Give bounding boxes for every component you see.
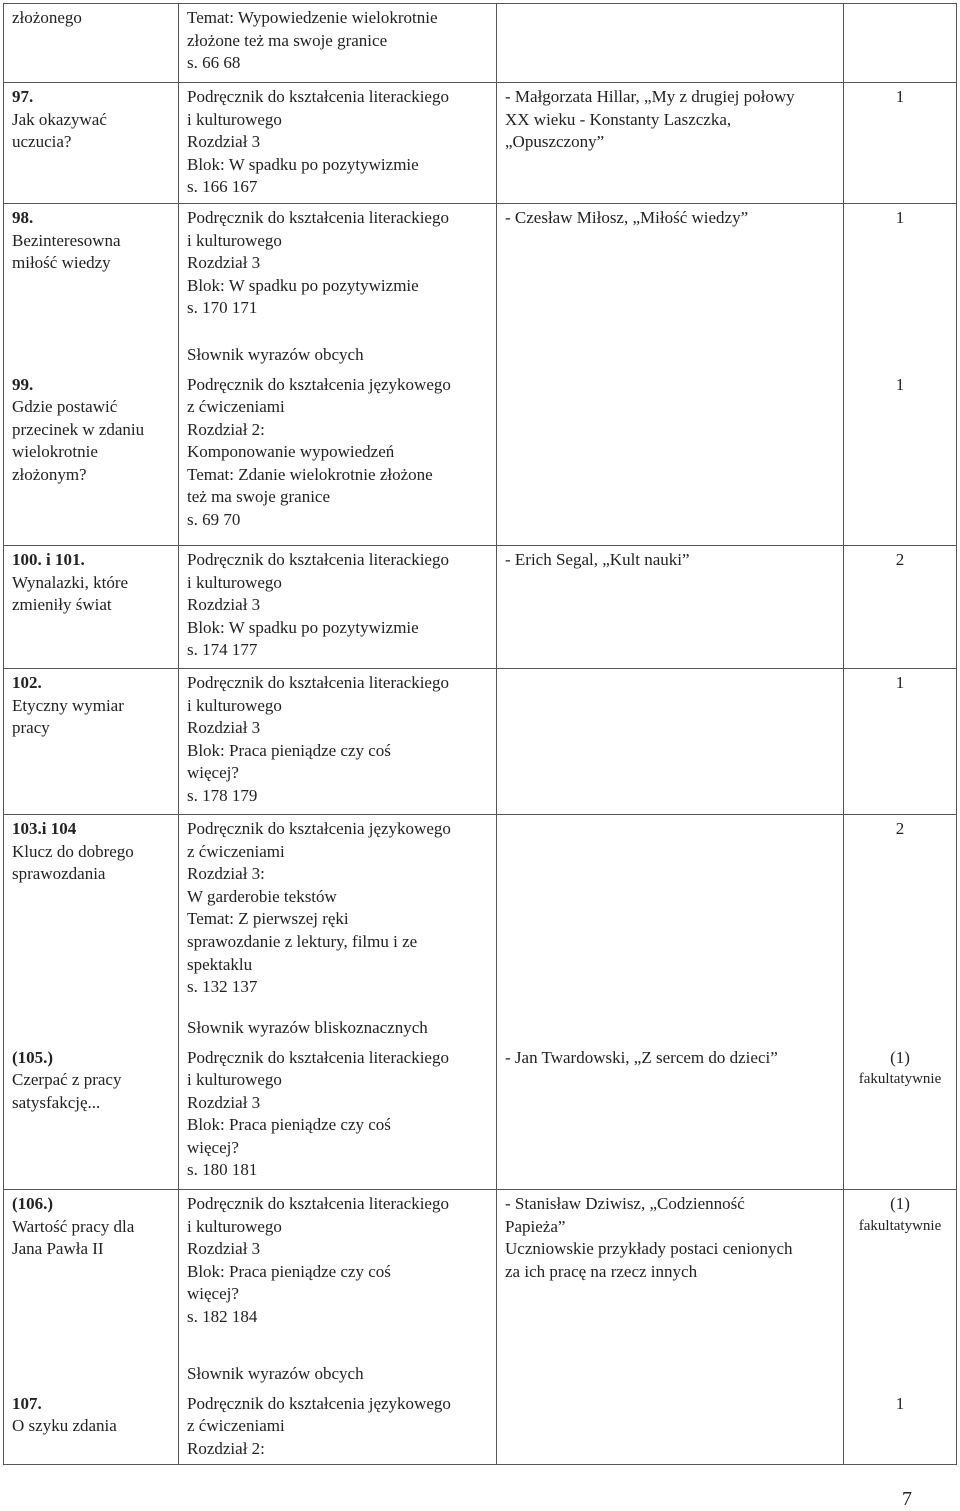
lesson-title-line: Wartość pracy dla: [12, 1216, 135, 1236]
hours-value: 2: [895, 819, 905, 838]
source-cell: [179, 371, 497, 546]
source-line: Blok: W spadku po pozytywizmie: [187, 617, 419, 637]
source-cell: [179, 83, 497, 204]
source-block: [187, 1393, 488, 1461]
text-line: Papieża”: [505, 1216, 566, 1236]
texts-cell: [497, 204, 844, 371]
lesson-title-line: O szyku zdania: [12, 1416, 117, 1436]
source-line: Podręcznik do kształcenia literackiego: [187, 1047, 449, 1067]
lesson-plan-table: [3, 3, 957, 1465]
lesson-number: 102.: [12, 673, 42, 692]
lesson-number: 107.: [12, 1393, 42, 1413]
dictionary-reference: Słownik wyrazów obcych: [187, 344, 364, 364]
hours-value: 1: [895, 87, 905, 106]
source-line: więcej?: [187, 763, 239, 783]
lesson-number: 103.i 104: [12, 819, 77, 838]
source-block: [187, 549, 488, 662]
source-block: [187, 1193, 488, 1329]
hours-cell: [844, 1044, 957, 1190]
hours-value: 1: [895, 208, 905, 227]
source-line: złożone też ma swoje granice: [187, 30, 388, 50]
source-line: i kulturowego: [187, 1070, 282, 1090]
lesson-title-line: Wynalazki, które: [12, 572, 129, 592]
text-line: - Erich Segal, „Kult nauki”: [505, 550, 690, 569]
source-block: [187, 86, 488, 199]
source-cell: [179, 4, 497, 83]
lesson-cell: [4, 4, 179, 83]
hours-value: (1): [890, 1194, 910, 1213]
hours-value: 1: [895, 1393, 905, 1413]
table-row: [4, 815, 957, 1044]
texts-cell: [497, 669, 844, 815]
table-row: [4, 1044, 957, 1190]
lesson-cell: [4, 815, 179, 1044]
table-row: [4, 4, 957, 83]
source-block: [187, 7, 488, 75]
source-line: s. 182 184: [187, 1306, 258, 1326]
source-line: s. 69 70: [187, 510, 241, 530]
text-line: XX wieku - Konstanty Laszczka,: [505, 109, 732, 129]
source-line: sprawozdanie z lektury, filmu i ze: [187, 931, 418, 951]
source-cell: [179, 204, 497, 371]
source-line: Blok: W spadku po pozytywizmie: [187, 154, 419, 174]
lesson-title-line: zmieniły świat: [12, 595, 112, 615]
lesson-title-line: satysfakcję...: [12, 1092, 101, 1112]
source-cell: [179, 815, 497, 1044]
source-line: Komponowanie wypowiedzeń: [187, 442, 395, 462]
hours-value: (1): [890, 1047, 910, 1067]
source-line: i kulturowego: [187, 109, 282, 129]
source-line: Rozdział 2:: [187, 419, 265, 439]
source-block: [187, 818, 488, 999]
text-line: - Czesław Miłosz, „Miłość wiedzy”: [505, 208, 749, 227]
hours-value: 2: [895, 550, 905, 569]
texts-cell: [497, 1044, 844, 1190]
texts-cell: [497, 1190, 844, 1390]
lesson-cell: [4, 204, 179, 371]
lesson-title-line: Jana Pawła II: [12, 1239, 104, 1259]
lesson-title-line: przecinek w zdaniu: [12, 419, 145, 439]
lesson-number: 97.: [12, 87, 34, 106]
source-line: Rozdział 3:: [187, 864, 265, 884]
source-line: s. 170 171: [187, 298, 258, 318]
source-line: też ma swoje granice: [187, 487, 331, 507]
source-line: s. 132 137: [187, 977, 258, 997]
source-block: [187, 1047, 488, 1183]
hours-cell: [844, 815, 957, 1044]
source-line: Rozdział 3: [187, 253, 261, 273]
hours-value: 1: [895, 673, 905, 692]
source-line: s. 66 68: [187, 53, 241, 73]
lesson-title-line: Jak okazywać: [12, 109, 107, 129]
source-line: Podręcznik do kształcenia językowego: [187, 819, 451, 838]
lesson-title-line: pracy: [12, 718, 50, 738]
source-line: Podręcznik do kształcenia literackiego: [187, 1194, 449, 1213]
lesson-title-line: złożonym?: [12, 464, 87, 484]
source-line: Podręcznik do kształcenia literackiego: [187, 208, 449, 227]
table-row: [4, 1390, 957, 1465]
source-line: Podręcznik do kształcenia literackiego: [187, 550, 449, 569]
text-line: za ich pracę na rzecz innych: [505, 1261, 698, 1281]
source-block: [187, 374, 488, 532]
source-line: W garderobie tekstów: [187, 886, 337, 906]
lesson-cell: [4, 1044, 179, 1190]
source-line: Temat: Z pierwszej ręki: [187, 909, 349, 929]
lesson-cell: [4, 371, 179, 546]
hours-value: 1: [895, 374, 905, 394]
hours-cell: [844, 669, 957, 815]
hours-cell: [844, 1190, 957, 1390]
table-row: [4, 546, 957, 669]
source-line: i kulturowego: [187, 1216, 282, 1236]
hours-cell: [844, 546, 957, 669]
text-line: - Stanisław Dziwisz, „Codzienność: [505, 1194, 745, 1213]
source-cell: [179, 1044, 497, 1190]
source-cell: [179, 1190, 497, 1390]
source-line: s. 174 177: [187, 640, 258, 660]
lesson-title-line: złożonego: [12, 8, 82, 27]
source-line: z ćwiczeniami: [187, 1416, 285, 1436]
text-line: - Małgorzata Hillar, „My z drugiej połowy: [505, 87, 795, 106]
hours-cell: [844, 83, 957, 204]
source-line: Rozdział 3: [187, 1239, 261, 1259]
source-line: i kulturowego: [187, 695, 282, 715]
text-line: Uczniowskie przykłady postaci cenionych: [505, 1239, 793, 1259]
page-number: 7: [902, 1488, 912, 1510]
source-block: [187, 672, 488, 808]
table-row: [4, 1190, 957, 1390]
texts-cell: [497, 815, 844, 1044]
source-line: s. 180 181: [187, 1160, 258, 1180]
source-line: z ćwiczeniami: [187, 841, 285, 861]
source-line: Blok: W spadku po pozytywizmie: [187, 275, 419, 295]
text-line: „Opuszczony”: [505, 132, 605, 152]
source-cell: [179, 1390, 497, 1465]
source-line: Rozdział 3: [187, 595, 261, 615]
table-row: [4, 669, 957, 815]
source-line: Podręcznik do kształcenia literackiego: [187, 87, 449, 106]
source-line: Blok: Praca pieniądze czy coś: [187, 1261, 391, 1281]
hours-note: fakultatywnie: [858, 1217, 942, 1234]
lesson-cell: [4, 1390, 179, 1465]
lesson-cell: [4, 83, 179, 204]
lesson-plan-body: [4, 4, 957, 1465]
source-line: Podręcznik do kształcenia językowego: [187, 374, 451, 394]
source-line: s. 166 167: [187, 177, 258, 197]
texts-cell: [497, 83, 844, 204]
source-line: spektaklu: [187, 954, 253, 974]
lesson-title-line: uczucia?: [12, 132, 72, 152]
lesson-cell: [4, 1190, 179, 1390]
source-cell: [179, 546, 497, 669]
table-row: [4, 371, 957, 546]
source-line: Blok: Praca pieniądze czy coś: [187, 740, 391, 760]
source-line: Rozdział 3: [187, 718, 261, 738]
lesson-title-line: Bezinteresowna: [12, 230, 121, 250]
source-block: [187, 207, 488, 320]
texts-cell: [497, 4, 844, 83]
source-line: Rozdział 2:: [187, 1438, 265, 1458]
source-line: więcej?: [187, 1137, 239, 1157]
source-line: Temat: Zdanie wielokrotnie złożone: [187, 464, 433, 484]
source-line: Rozdział 3: [187, 132, 261, 152]
lesson-title-line: sprawozdania: [12, 864, 106, 884]
source-cell: [179, 669, 497, 815]
source-line: i kulturowego: [187, 572, 282, 592]
lesson-title-line: Etyczny wymiar: [12, 695, 124, 715]
lesson-title-line: miłość wiedzy: [12, 253, 111, 273]
lesson-number: (105.): [12, 1047, 54, 1067]
lesson-title-line: Gdzie postawić: [12, 397, 118, 417]
hours-note: fakultatywnie: [858, 1071, 942, 1088]
lesson-number: 99.: [12, 374, 34, 394]
source-line: Podręcznik do kształcenia językowego: [187, 1393, 451, 1413]
dictionary-reference: Słownik wyrazów obcych: [187, 1363, 364, 1383]
source-line: Temat: Wypowiedzenie wielokrotnie: [187, 8, 438, 27]
source-line: z ćwiczeniami: [187, 397, 285, 417]
source-line: więcej?: [187, 1284, 239, 1304]
texts-cell: [497, 1390, 844, 1465]
lesson-number: (106.): [12, 1194, 54, 1213]
lesson-title-line: Klucz do dobrego: [12, 841, 134, 861]
lesson-title-line: Czerpać z pracy: [12, 1070, 122, 1090]
source-line: s. 178 179: [187, 785, 258, 805]
source-line: Podręcznik do kształcenia literackiego: [187, 673, 449, 692]
lesson-title-line: wielokrotnie: [12, 442, 98, 462]
lesson-number: 100. i 101.: [12, 550, 85, 569]
hours-cell: [844, 204, 957, 371]
texts-cell: [497, 371, 844, 546]
source-line: Blok: Praca pieniądze czy coś: [187, 1115, 391, 1135]
hours-cell: [844, 4, 957, 83]
texts-cell: [497, 546, 844, 669]
dictionary-reference: Słownik wyrazów bliskoznacznych: [187, 1017, 428, 1037]
table-row: [4, 204, 957, 371]
table-row: [4, 83, 957, 204]
hours-cell: [844, 371, 957, 546]
lesson-cell: [4, 669, 179, 815]
text-line: - Jan Twardowski, „Z sercem do dzieci”: [505, 1047, 778, 1067]
lesson-cell: [4, 546, 179, 669]
source-line: i kulturowego: [187, 230, 282, 250]
lesson-number: 98.: [12, 208, 34, 227]
hours-cell: [844, 1390, 957, 1465]
source-line: Rozdział 3: [187, 1092, 261, 1112]
